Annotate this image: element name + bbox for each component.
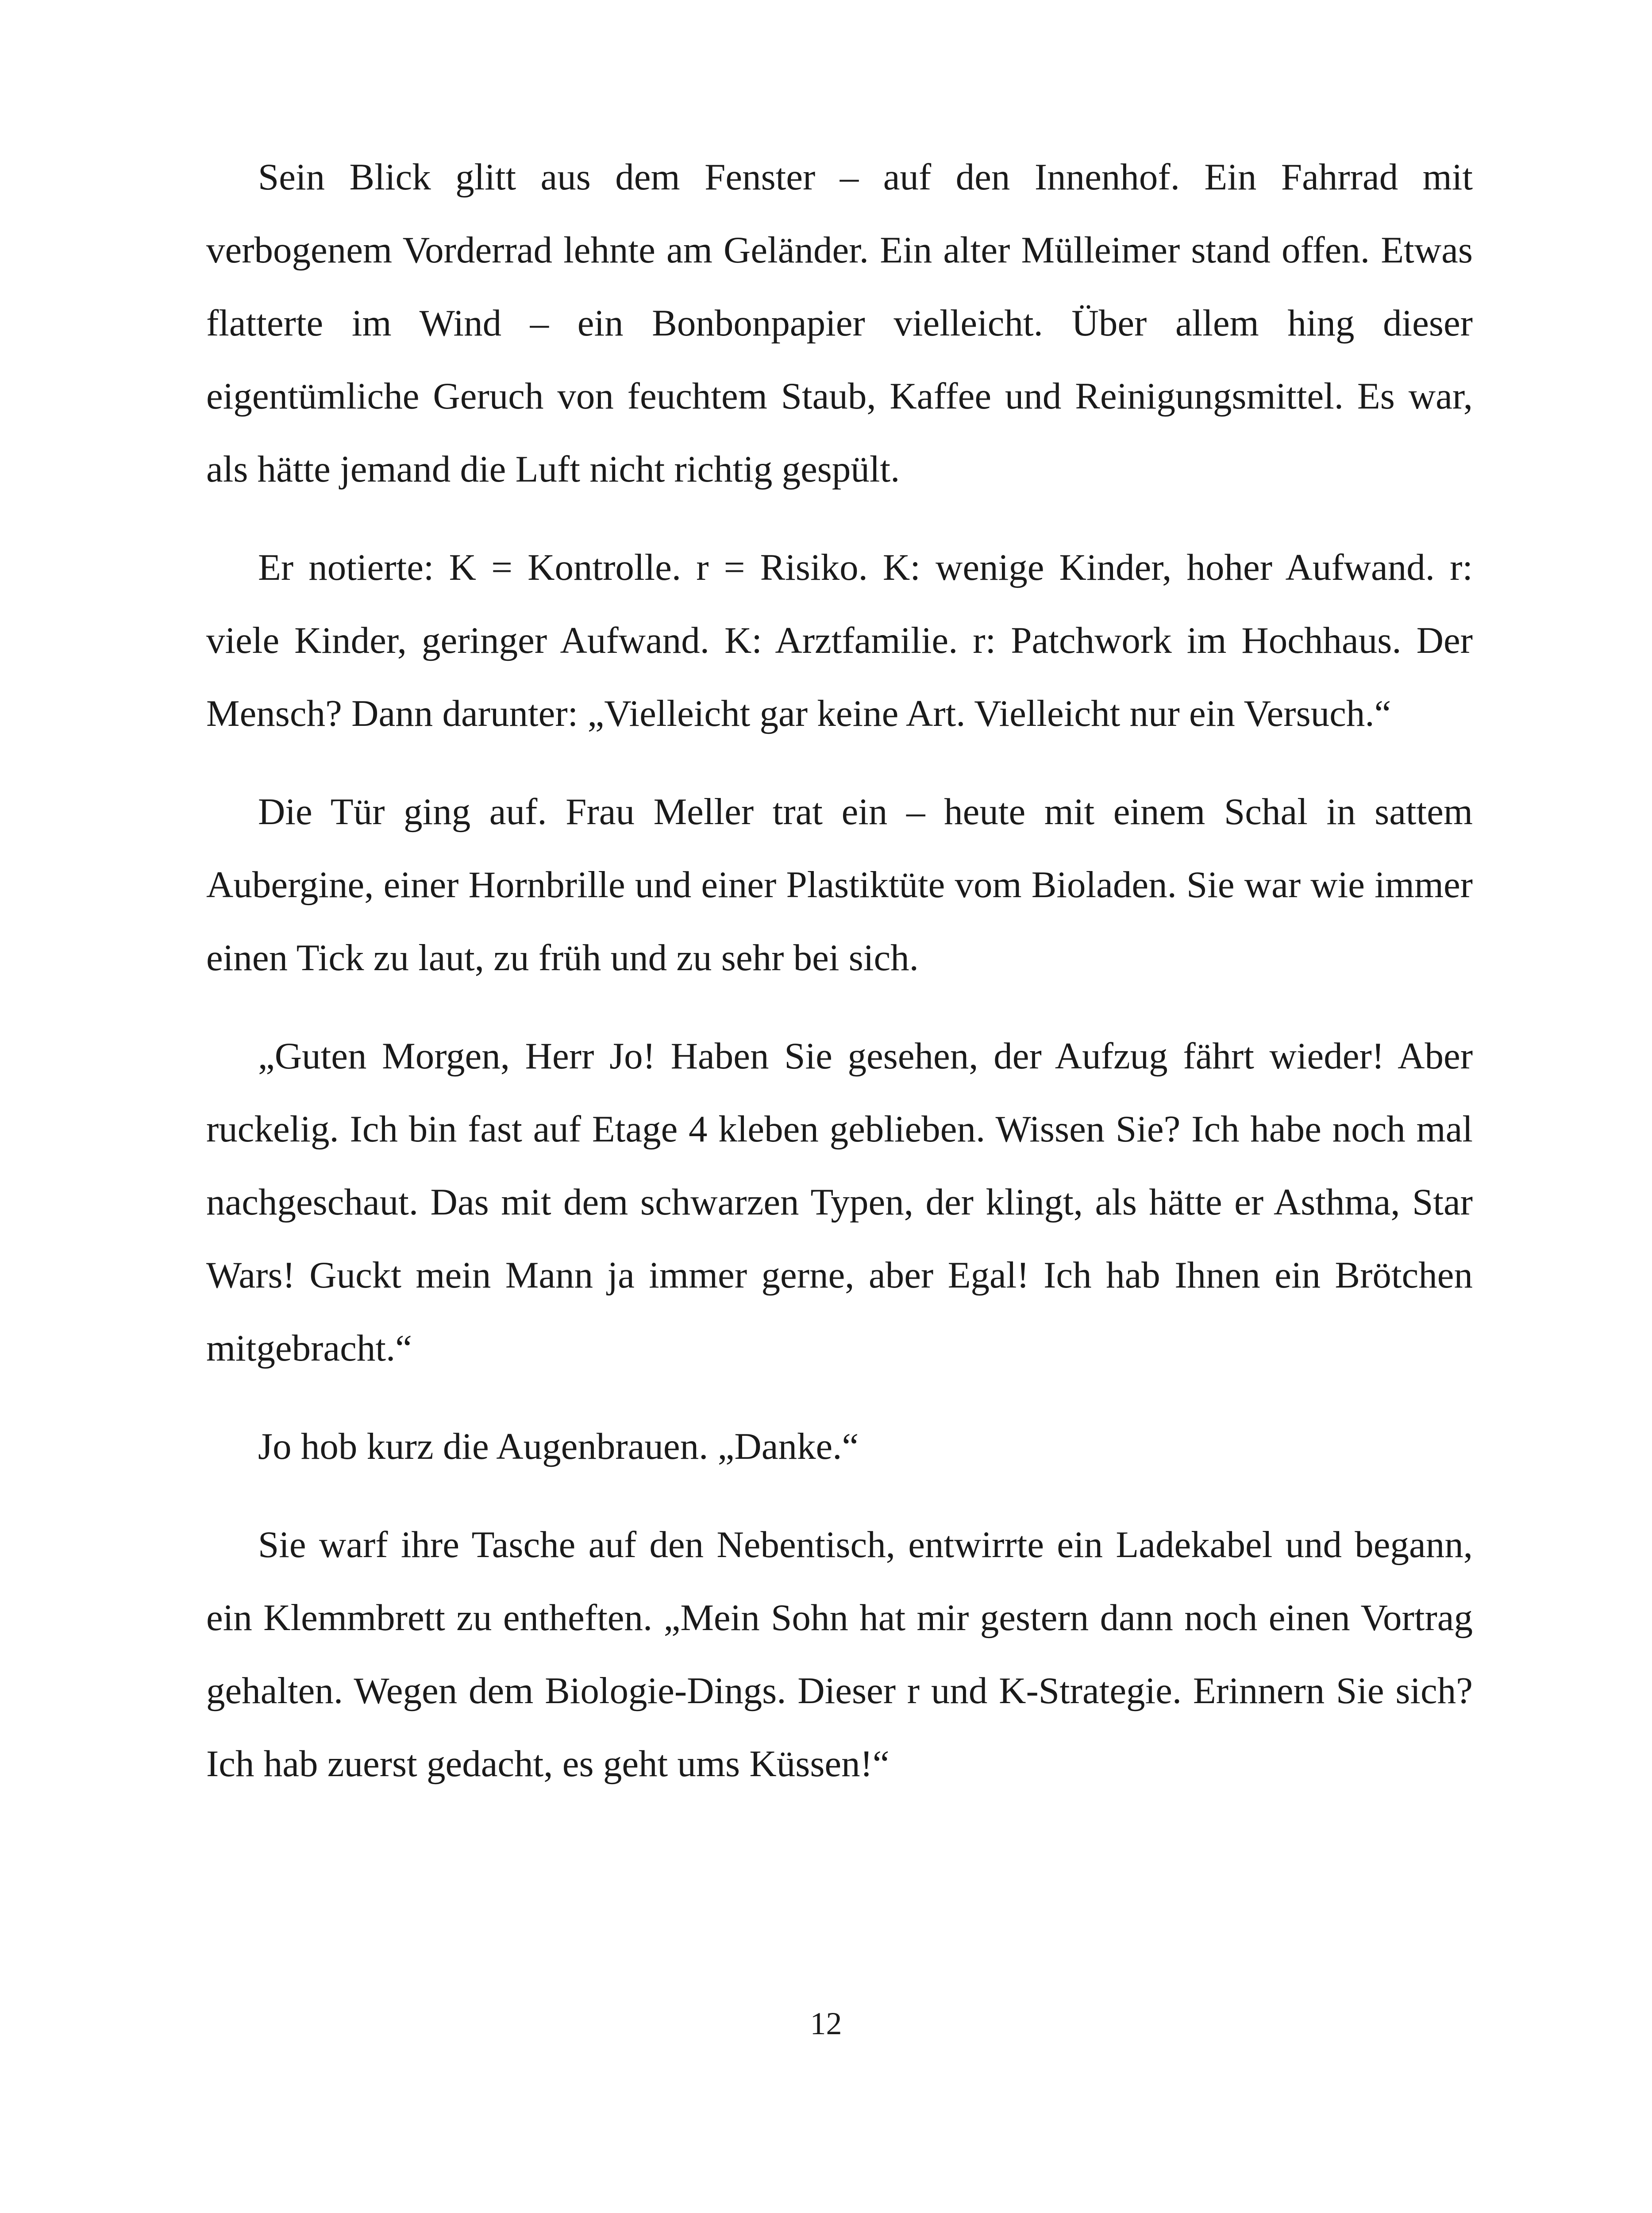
paragraph-5: Jo hob kurz die Augenbrauen. „Danke.“ bbox=[258, 1426, 859, 1467]
paragraph-2: Er notierte: K = Kontrolle. r = Risiko. K: wenige Kinder, hoher Aufwand. r: viele Kinder, geringer Aufwand. K: Arztfamilie. r: Patchwork im Hochhaus. Der Mensch? Dann darunter: „Vielleicht gar keine Art. Vielleicht nur ein Versuch.“ bbox=[206, 547, 1473, 734]
paragraph-3: Die Tür ging auf. Frau Meller trat ein – heute mit einem Schal in sattem Aubergine, einer Hornbrille und einer Plastiktüte vom Bioladen. Sie war wie immer einen Tick zu laut, zu früh und zu sehr bei sich. bbox=[206, 791, 1473, 979]
paragraph-4: „Guten Morgen, Herr Jo! Haben Sie gesehen, der Aufzug fährt wieder! Aber ruckelig. Ich bin fast auf Etage 4 kleben geblieben. Wissen Sie? Ich habe noch mal nachgeschaut. Das mit dem schwarzen Typen, der klingt, als hätte er Asthma, Star Wars! Guckt mein Mann ja immer gerne, aber Egal! Ich hab Ihnen ein Brötchen mitgebracht.“ bbox=[206, 1035, 1473, 1369]
paragraph-6: Sie warf ihre Tasche auf den Nebentisch, entwirrte ein Ladekabel und begann, ein Klemmbrett zu entheften. „Mein Sohn hat mir gestern dann noch einen Vortrag gehalten. Wegen dem Biologie-Dings. Dieser r und K-Strategie. Erinnern Sie sich? Ich hab zuerst gedacht, es geht ums Küssen!“ bbox=[206, 1524, 1473, 1785]
paragraph-1: Sein Blick glitt aus dem Fenster – auf den Innenhof. Ein Fahrrad mit verbogenem Vorderrad lehnte am Geländer. Ein alter Mülleimer stand offen. Etwas flatterte im Wind – ein Bonbonpapier vielleicht. Über allem hing dieser eigentümliche Geruch von feuchtem Staub, Kaffee und Reinigungsmittel. Es war, als hätte jemand die Luft nicht richtig gespült. bbox=[206, 156, 1473, 490]
page-number: 12 bbox=[810, 2006, 842, 2041]
body-text bbox=[206, 141, 1473, 1826]
